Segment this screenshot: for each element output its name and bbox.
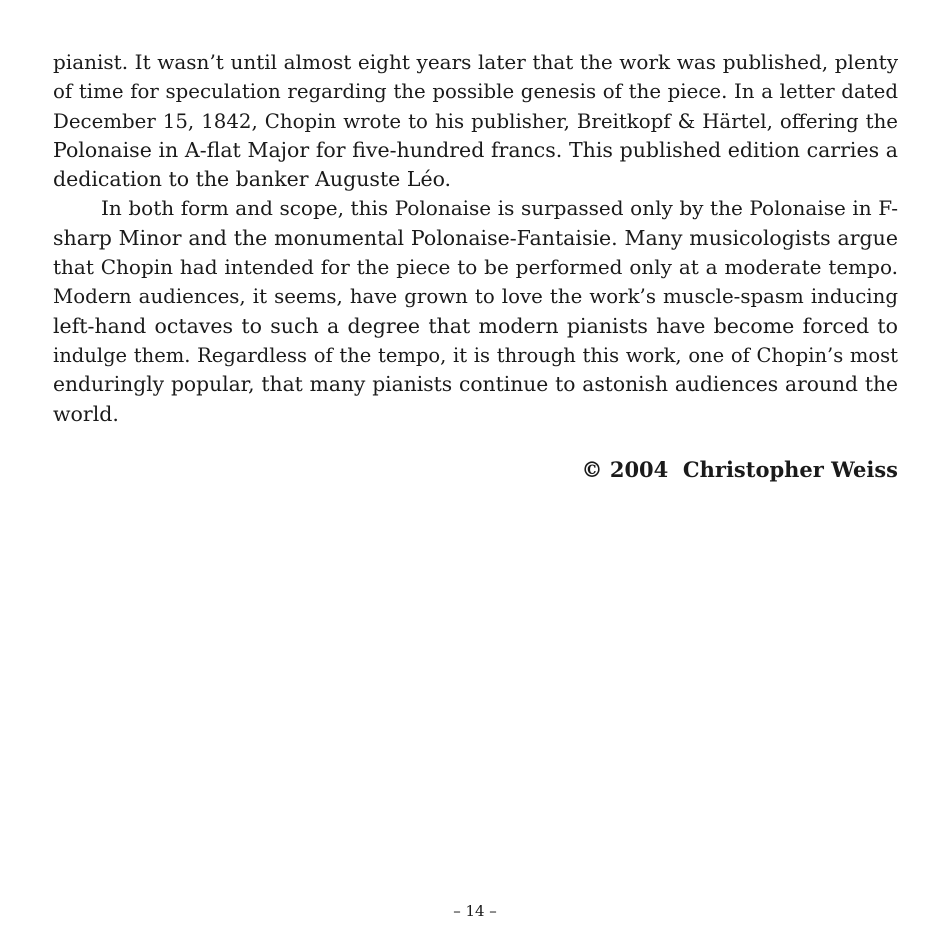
paragraph-line: dedication to the banker Auguste Léo. <box>53 167 452 192</box>
paragraph-line: world. <box>53 401 119 426</box>
paragraph-line: left-hand octaves to such a degree that modern pianists have become forced to <box>53 313 898 338</box>
paragraph-line: In both form and scope, this Polonaise is surpassed only by the Polonaise in F- <box>101 196 898 221</box>
page-number: – 14 – <box>453 902 497 920</box>
paragraph-2 <box>53 194 898 428</box>
paragraph-line: Modern audiences, it seems, have grown to love the work’s muscle-spasm inducing <box>53 285 898 309</box>
paragraph-line: sharp Minor and the monumental Polonaise-Fantaisie. Many musicologists argue <box>53 225 898 250</box>
paragraph-line: pianist. It wasn’t until almost eight years later that the work was published, plenty <box>53 50 898 74</box>
paragraph-1 <box>53 48 898 194</box>
document-body <box>53 48 898 429</box>
paragraph-line: of time for speculation regarding the possible genesis of the piece. In a letter dated <box>53 80 898 104</box>
paragraph-line: December 15, 1842, Chopin wrote to his publisher, Breitkopf & Härtel, offering the <box>53 109 898 133</box>
paragraph-line: indulge them. Regardless of the tempo, it is through this work, one of Chopin’s most <box>53 343 898 367</box>
paragraph-line: that Chopin had intended for the piece to be performed only at a moderate tempo. <box>53 255 898 280</box>
paragraph-line: Polonaise in A-flat Major for five-hundred francs. This published edition carries a <box>53 137 898 162</box>
copyright-signature: © 2004 Christopher Weiss <box>581 457 898 482</box>
paragraph-line: enduringly popular, that many pianists continue to astonish audiences around the <box>53 372 898 397</box>
